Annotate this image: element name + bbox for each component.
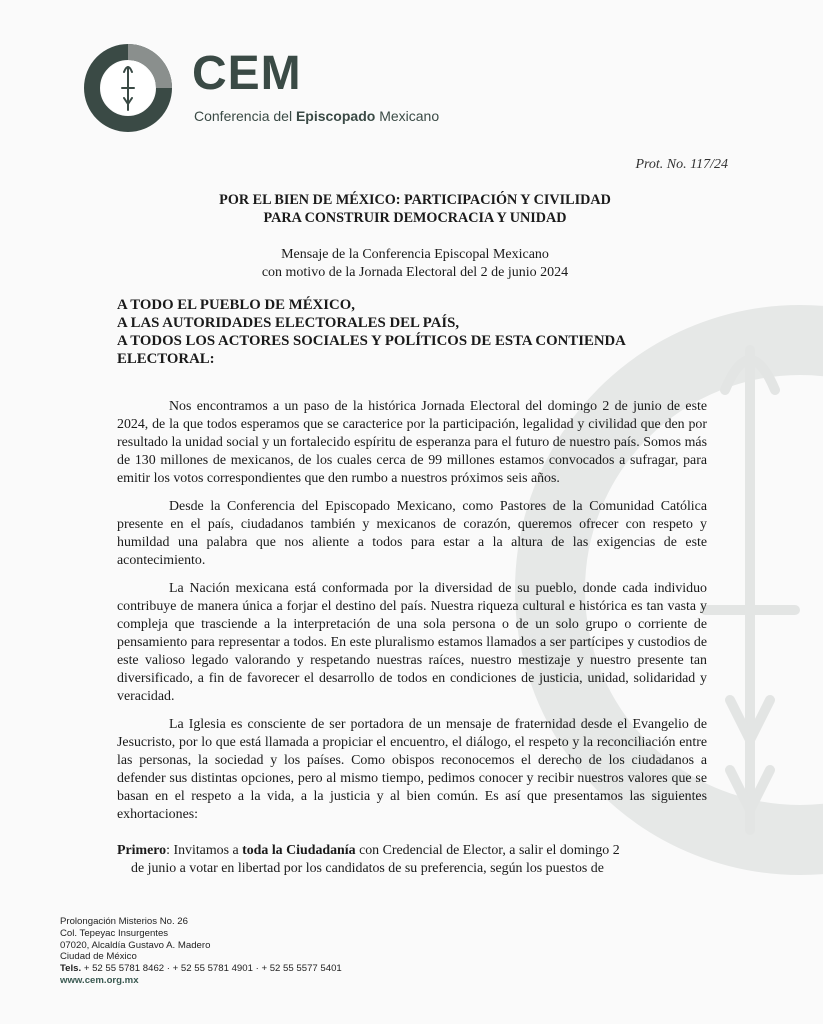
exhortation-primero [117,842,717,878]
logo-subtitle [194,108,439,124]
protocol-number: Prot. No. 117/24 [635,157,728,172]
document-subtitle [100,246,730,282]
logo-subtitle-post: Mexicano [375,108,440,124]
primero-line-2: de junio a votar en libertad por los candidatos de su preferencia, según los puestos de [131,861,604,876]
footer-address-line-2: Col. Tepeyac Insurgentes [60,927,169,939]
paragraph: La Nación mexicana está conformada por la diversidad de su pueblo, donde cada individuo contribuye de manera única a forjar el destino del país. Nuestra riqueza cultural e histórica es tan vasta y compleja que trasciende a la interpretación de una sola persona o de un solo grupo o corriente de pensamiento para representar a todos. En este pluralismo estamos llamados a ser partícipes y custodios de este valioso legado valorando y respetando nuestras raíces, nuestro mestizaje y nuestro presente tan diversificado, a fin de favorecer el desarrollo de todos en condiciones de justicia, unidad, solidaridad y veracidad. [117,581,707,704]
paragraph: Nos encontramos a un paso de la histórica Jornada Electoral del domingo 2 de junio de este 2024, de la que todos esperamos que se caracterice por la participación, legalidad y civilidad que den por resultado la unidad social y un fortalecido espíritu de esperanza para el futuro de nuestro país. Somos más de 130 millones de mexicanos, de los cuales cerca de 99 millones estamos convocados a sufragar, para emitir los votos correspondientes que den rumbo a nuestros próximos seis años. [117,399,707,486]
title-line-2: PARA CONSTRUIR DEMOCRACIA Y UNIDAD [263,210,567,226]
addressees [117,296,717,368]
subtitle-line-1: Mensaje de la Conferencia Episcopal Mexicano [281,247,549,262]
logo-subtitle-pre: Conferencia del [194,108,296,124]
logo-subtitle-bold: Episcopado [295,108,376,124]
footer-website-link[interactable]: www.cem.org.mx [60,974,139,986]
addressee-line-2: A LAS AUTORIDADES ELECTORALES DEL PAÍS, [117,315,460,331]
primero-text-2: con Credencial de Elector, a salir el domingo 2 [355,843,620,858]
footer-address-line-3: 07020, Alcaldía Gustavo A. Madero [60,939,211,951]
cem-emblem-icon [80,40,180,140]
footer-address-line-1: Prolongación Misterios No. 26 [60,916,188,927]
title-line-1: POR EL BIEN DE MÉXICO: PARTICIPACIÓN Y CIVILIDAD [219,192,611,208]
subtitle-line-2: con motivo de la Jornada Electoral del 2 de junio 2024 [261,265,569,280]
footer-address-line-4: Ciudad de México [60,951,137,963]
primero-label: Primero [117,843,167,858]
addressee-line-4: ELECTORAL: [117,351,215,367]
footer-tels-label: Tels. [60,963,82,975]
paragraph: Desde la Conferencia del Episcopado Mexicano, como Pastores de la Comunidad Católica presente en el país, ciudadanos también y mexicanos de corazón, queremos ofrecer con respeto y humildad una palabra que nos aliente a todos para estar a la altura de las exigencias de este acontecimiento. [117,499,707,568]
primero-text-1: : Invitamos a [166,843,243,858]
body-text [117,398,707,836]
footer-contact [60,916,342,987]
primero-bold: toda la Ciudadanía [242,843,356,858]
footer-phones [60,963,342,975]
paragraph: La Iglesia es consciente de ser portadora de un mensaje de fraternidad desde el Evangelio de Jesucristo, por lo que está llamada a propiciar el encuentro, el diálogo, el respeto y la reconciliación entre las personas, la sociedad y los países. Como obispos reconocemos el derecho de los ciudadanos a defender sus distintas opciones, pero al mismo tiempo, pedimos conocer y recibir nuestros valores que se basan en el respeto a la vida, a la justicia y al bien común. Es así que presentamos las siguientes exhortaciones: [117,717,707,822]
primero-line-1 [117,842,717,860]
addressee-line-1: A TODO EL PUEBLO DE MÉXICO, [117,297,355,313]
document-title [100,191,730,227]
addressee-line-3: A TODOS LOS ACTORES SOCIALES Y POLÍTICOS DE ESTA CONTIENDA [117,333,626,349]
footer-tels: + 52 55 5781 8462 · + 52 55 5781 4901 · + 52 55 5577 5401 [81,963,342,975]
logo-acronym: CEM [192,47,302,100]
cem-logo [80,40,440,140]
